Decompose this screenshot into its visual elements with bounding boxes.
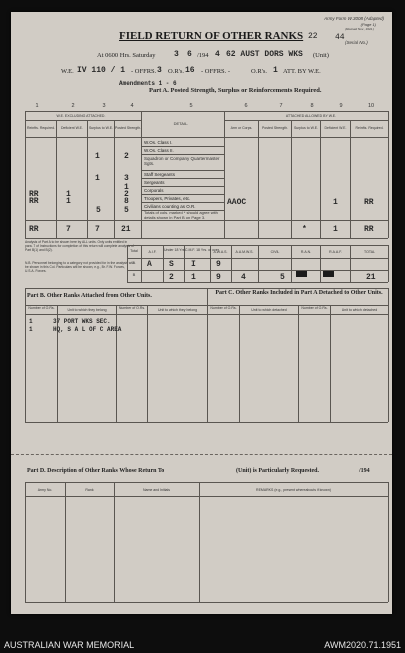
val-tot-c2: 7 <box>66 225 71 234</box>
serial-value: 22 <box>308 32 318 41</box>
analysis-col-total: TOTAL <box>364 250 375 254</box>
detail-row-cpl: Corporals <box>144 188 164 193</box>
line1-prefix: At 0600 Hrs. Saturday <box>97 52 156 59</box>
amendments: Amendments 1 - 6 <box>119 80 177 87</box>
col-num-3: 3 <box>102 103 106 109</box>
footer-credit: AUSTRALIAN WAR MEMORIAL <box>4 640 135 650</box>
day-value: 3 <box>174 50 179 59</box>
val-r7-c6: AAOC <box>227 198 247 207</box>
val-r4-c3: 1 <box>95 174 100 183</box>
offrs-value: 3 <box>157 66 162 75</box>
offrs-label: - OFFRS. <box>131 68 157 75</box>
val-tot-c4: 21 <box>121 225 131 234</box>
col-header-5: DETAIL. <box>173 121 189 126</box>
we-value: IV 110 / 1 <box>77 66 126 75</box>
att-label: ATT. BY W.E. <box>283 68 321 75</box>
val-r6-c2: 1 <box>66 190 71 199</box>
redaction-mark <box>323 271 334 277</box>
val-r8-c4: 5 <box>124 206 129 215</box>
unit-typed: 62 AUST DORS WKS <box>226 50 303 59</box>
unit-label: (Unit) <box>313 52 329 59</box>
we-excl-header: W.E. EXCLUDING ATTACHED. <box>56 114 106 118</box>
analysis-b-6: 21 <box>366 273 376 282</box>
val-tot-c3: 7 <box>95 225 100 234</box>
part-d-title-end: /194 <box>359 468 370 474</box>
part-d-col-army-no: Army No. <box>37 488 53 492</box>
part-d-col-remarks: REMARKS (e.g., present whereabouts if known) <box>256 488 331 492</box>
col-header-8: Surplus to W.E. <box>293 126 319 130</box>
part-c-col-num1: Number of O.Rs. <box>210 306 237 310</box>
redaction-mark <box>296 271 307 277</box>
val-tot-c10: RR <box>364 225 374 234</box>
analysis-label-a: A <box>132 260 136 265</box>
part-d-col-rank: Rank <box>85 488 94 492</box>
val-r6-c1: RR <box>29 190 39 199</box>
part-d-title-mid: (Unit) is Particularly Requested. <box>236 468 319 474</box>
part-b-row1-unit: 37 PORT WKS SEC. <box>53 318 111 325</box>
year-value: 4 <box>215 50 220 59</box>
serial-suffix: 44 <box>335 33 345 42</box>
val-r3-c4: 2 <box>124 152 129 161</box>
year-label: /194 <box>197 52 209 59</box>
part-a-title: Part A. Posted Strength, Surplus or Reinforcements Required. <box>149 87 322 94</box>
form-page <box>11 12 392 614</box>
att-value: 1 <box>273 66 278 75</box>
analysis-label-b: B <box>132 272 136 277</box>
col-num-9: 9 <box>339 103 343 109</box>
we-label: W.E. <box>61 68 74 75</box>
analysis-col-ran: R.A.N. <box>300 250 312 254</box>
analysis-col-civil: CIVIL <box>270 250 280 254</box>
offrs2-label: - OFFRS. - <box>201 68 231 75</box>
revised-ref: (Revised Nov., 1941.) <box>345 27 374 31</box>
detail-row-sgt: Sergeants <box>144 180 165 185</box>
ors-label: O.R's. <box>168 68 184 75</box>
part-b-row2-unit: HQ, S A L OF C AREA <box>53 326 122 333</box>
part-c-title: Part C. Other Ranks Included in Part A Detached to Other Units. <box>215 290 383 296</box>
part-b-col-unit2: Unit to which they belong <box>157 308 198 312</box>
val-r7-c4: 8 <box>124 197 129 206</box>
col-num-2: 2 <box>71 103 75 109</box>
analysis-b-2: 1 <box>191 273 196 282</box>
val-tot-c9: 1 <box>333 225 338 234</box>
part-b-col-num2: Number of O.Rs. <box>118 306 146 310</box>
detail-row-wo2: W.Os. Class II. <box>144 148 174 153</box>
val-r7-c9: 1 <box>333 198 338 207</box>
part-c-col-unit2: Unit to which detached <box>341 308 378 312</box>
val-tot-c1: RR <box>29 225 39 234</box>
page-ref: (Page 1) <box>360 22 376 27</box>
analysis-col-aif: A.I.F. <box>148 250 157 254</box>
analysis-b-1: 2 <box>169 273 174 282</box>
detail-row-civilians: Civilians counting as O.R. <box>144 204 196 209</box>
month-value: 6 <box>187 50 192 59</box>
col-header-9: Deficient W.E. <box>324 126 347 130</box>
val-tot-c7: * <box>302 225 307 234</box>
analysis-col-under18: Under 18 Yrs. <box>164 248 186 252</box>
part-b-title: Part B. Other Ranks Attached from Other Units. <box>27 293 152 299</box>
col-header-6: Arm or Corps. <box>230 126 253 130</box>
col-num-6: 6 <box>244 103 248 109</box>
detail-row-staff-sgt: Staff Sergeants <box>144 172 175 177</box>
val-r7-c1: RR <box>29 197 39 206</box>
val-r5-c4: 1 <box>124 183 129 192</box>
ors-value: 16 <box>185 66 195 75</box>
ors2-label: O.R's. <box>251 68 267 75</box>
col-num-10: 10 <box>367 103 375 109</box>
part-d-title: Part D. Description of Other Ranks Whose Return To <box>27 468 165 474</box>
val-r3-c3: 1 <box>95 152 100 161</box>
analysis-note2: N.B. Personnel belonging to a category not provided for in the analysis will be shown in this Col. Particulars will be shown, e.g., Br. F.W. Forces, U.S.A. Forces. <box>25 261 134 273</box>
detail-row-qms: Squadron or Company Quartermaster Sgts. <box>144 156 220 166</box>
analysis-b-3: 9 <box>216 273 221 282</box>
col-header-4: Posted Strength. <box>115 126 142 130</box>
analysis-a-2: S <box>169 260 174 269</box>
col-num-7: 7 <box>279 103 283 109</box>
col-header-3: Surplus to W.E. <box>88 126 114 130</box>
col-num-8: 8 <box>310 103 314 109</box>
val-r7-c2: 1 <box>66 197 71 206</box>
col-header-7: Posted Strength. <box>261 126 289 130</box>
val-r8-c3: 5 <box>96 206 101 215</box>
analysis-b-4: 4 <box>241 273 246 282</box>
footer-accession: AWM2020.71.1951 <box>324 640 401 650</box>
analysis-note: Analysis of Part A to be shown here by ALL units. Only units entitled in para. 7 of Instructions for completion of this return will complete analysis of Part B(1) and B(2). <box>25 240 134 252</box>
part-b-row2-num: 1 <box>29 326 33 333</box>
att-allowed-header: ATTACHED ALLOWED BY W.E. <box>285 114 337 118</box>
part-b-row1-num: 1 <box>29 318 33 325</box>
analysis-col-aamws: A.A.M.W.S. <box>235 250 254 254</box>
part-b-col-unit1: Unit to which they belong <box>67 308 107 312</box>
analysis-b-5: 5 <box>280 273 285 282</box>
analysis-col-cmf: C.M.F. 18 Yrs. or over <box>185 248 219 252</box>
part-c-col-unit1: Unit to which detached <box>251 308 287 312</box>
analysis-a-3: I <box>191 260 196 269</box>
part-d-col-name: Name and Initials <box>142 488 171 492</box>
analysis-col-raaf: R.A.A.F. <box>329 250 342 254</box>
part-b-col-num1: Number of O.Rs. <box>28 306 55 310</box>
detail-row-totals: Totals of cols. marked * should agree with details shown in Part B on Page 3. <box>144 210 218 220</box>
form-ref: Army Form W.3008 (Adapted) <box>324 16 384 21</box>
page-title: FIELD RETURN OF OTHER RANKS <box>119 30 304 42</box>
detail-row-troopers: Troopers, Privates, etc. <box>144 196 191 201</box>
analysis-a-4: 9 <box>216 260 221 269</box>
val-r6-c4: 2 <box>124 190 129 199</box>
val-r7-c10: RR <box>364 198 374 207</box>
analysis-total-label: Total <box>130 249 138 253</box>
part-c-col-num2: Number of O.Rs. <box>301 306 328 310</box>
col-num-1: 1 <box>35 103 39 109</box>
col-header-10: Reinfts. Required. <box>355 126 384 130</box>
col-num-4: 4 <box>130 103 134 109</box>
detail-row-wo1: W.Os. Class I. <box>144 140 173 145</box>
val-r4-c4: 3 <box>124 174 129 183</box>
analysis-a-1: A <box>147 260 152 269</box>
analysis-col-awas: A.W.A.S. <box>213 250 228 254</box>
col-header-1: Reinfts. Required. <box>26 126 55 130</box>
serial-label: (Serial No.) <box>345 40 368 45</box>
col-num-5: 5 <box>189 103 193 109</box>
col-header-2: Deficient W.E. <box>61 126 83 130</box>
